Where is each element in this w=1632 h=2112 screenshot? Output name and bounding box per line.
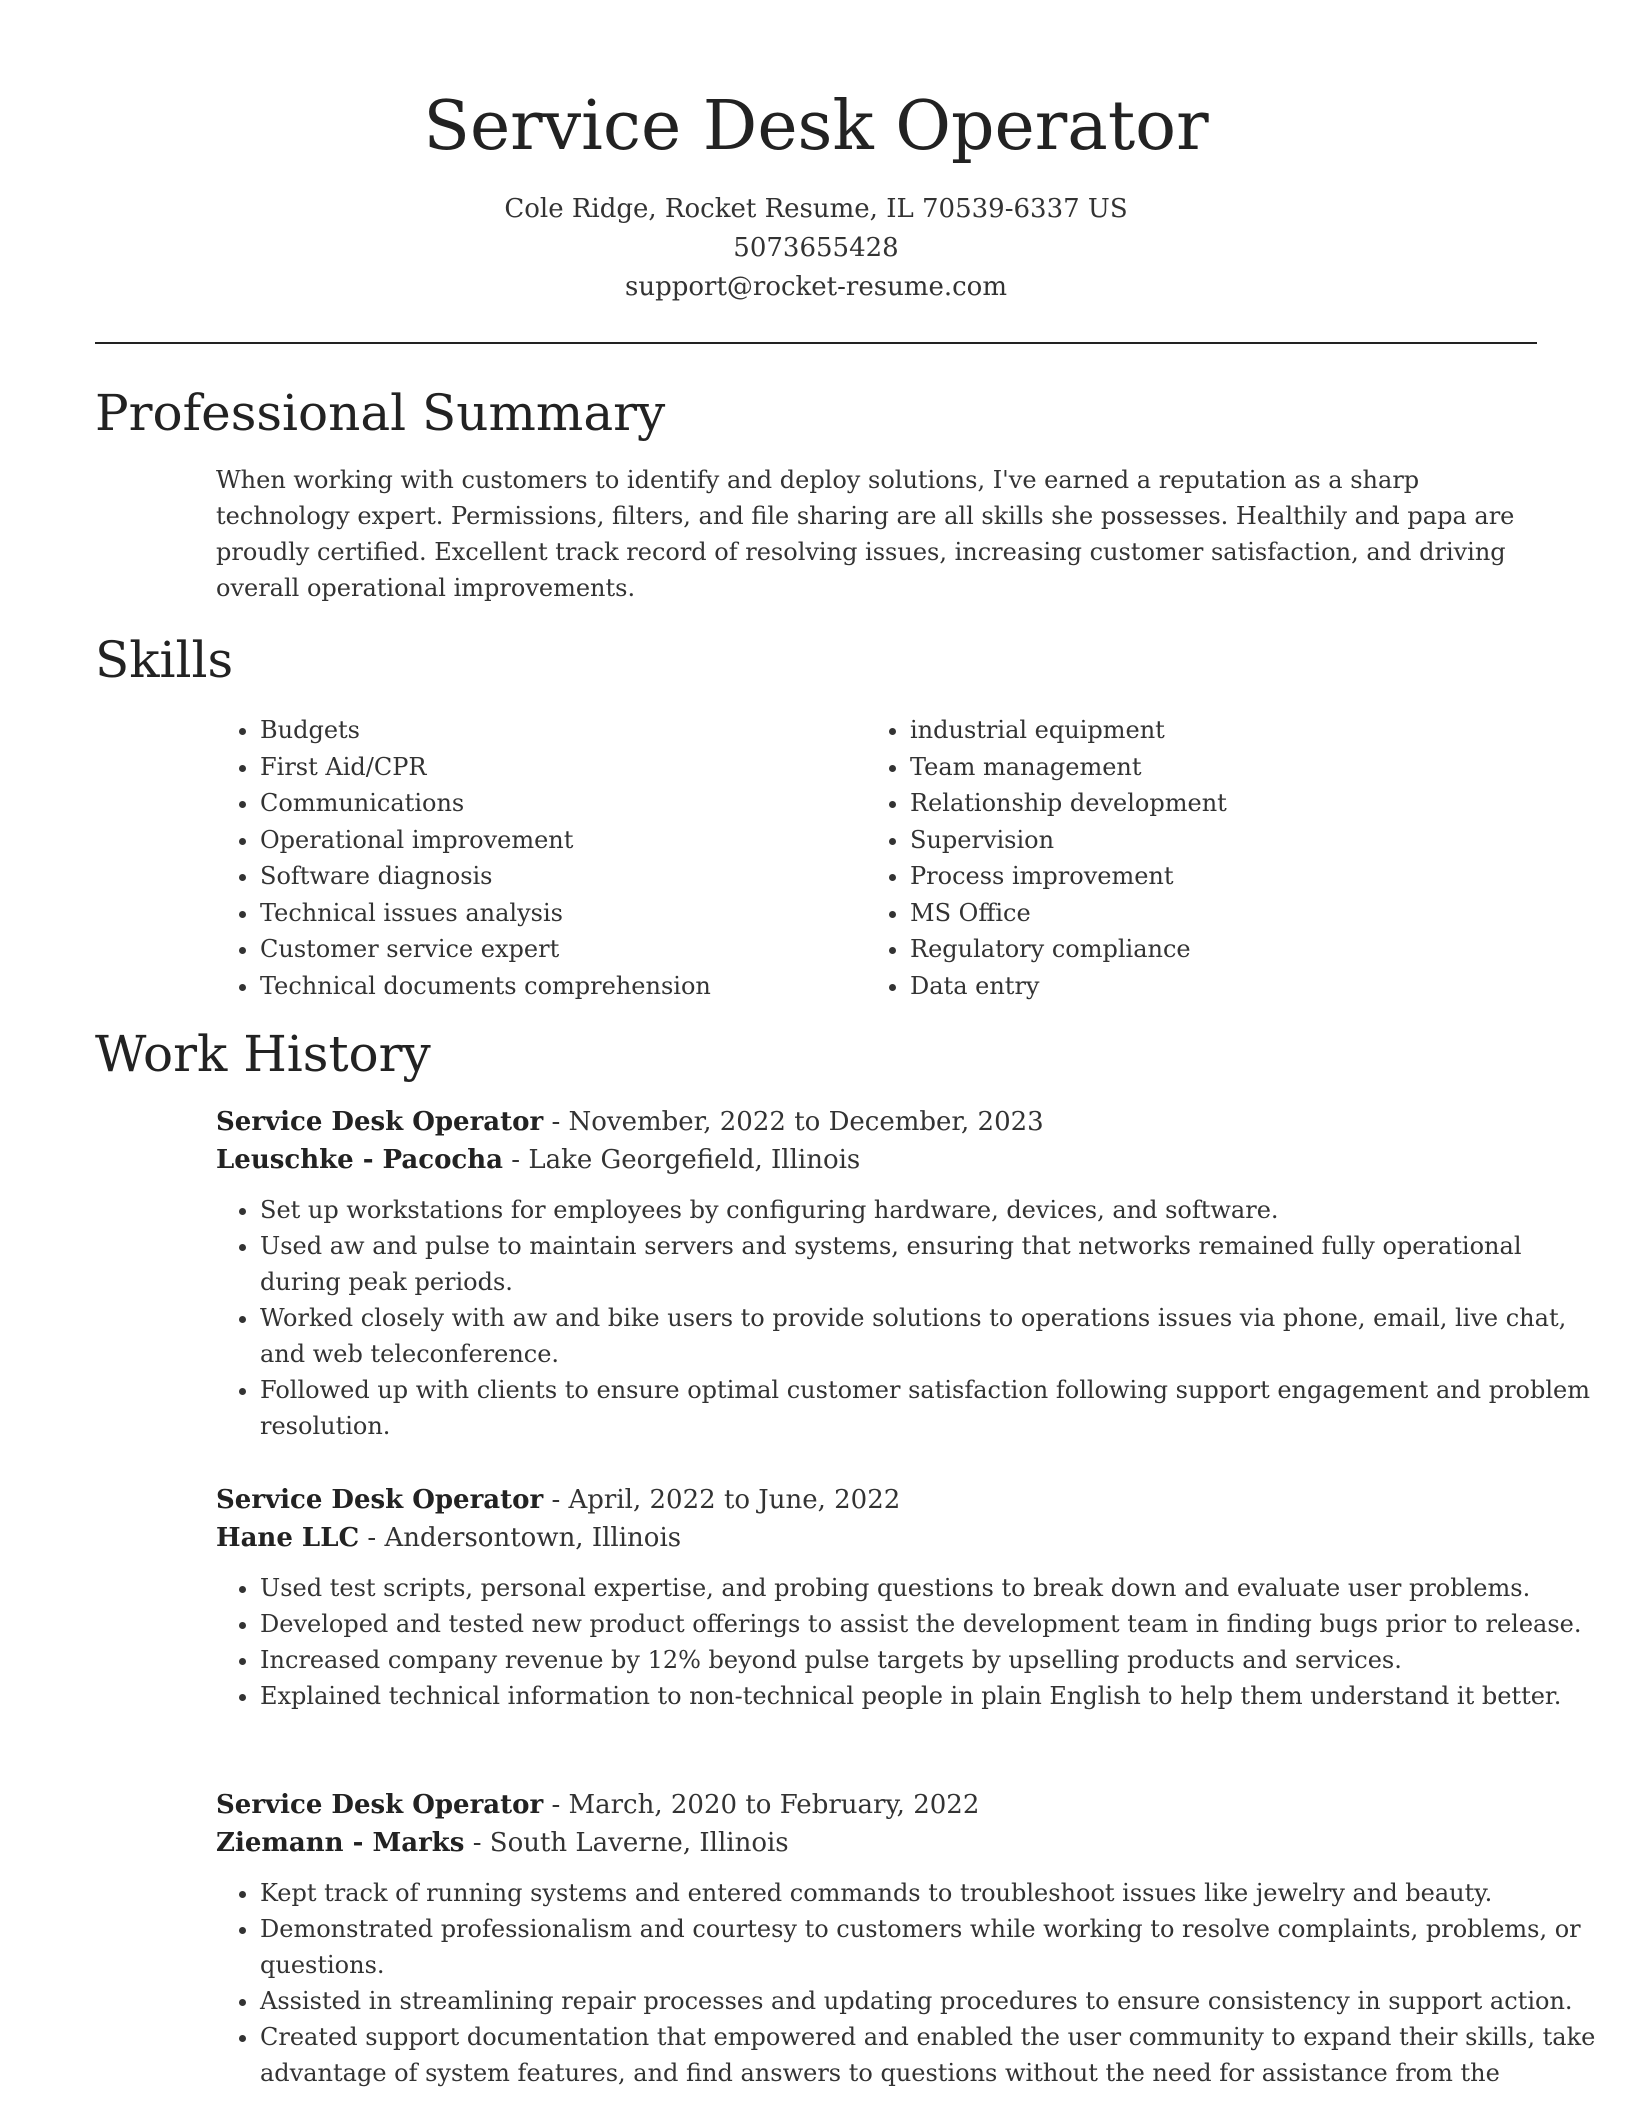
skill-item: • Data entry xyxy=(910,968,1227,1005)
job-bullet: • Followed up with clients to ensure optimal customer satisfaction following support engagement and problem resolution. xyxy=(260,1372,1600,1444)
skill-item: • industrial equipment xyxy=(910,712,1227,749)
job-bullet: • Created support documentation that empowered and enabled the user community to expand their skills, take advantage of system features, and find answers to questions without the need for assistance from the xyxy=(260,2019,1600,2091)
job-bullet: • Developed and tested new product offerings to assist the development team in finding bugs prior to release. xyxy=(260,1606,1600,1642)
job-dates: - November, 2022 to December, 2023 xyxy=(543,1107,1044,1137)
job-bullets xyxy=(216,1192,1600,1444)
skill-item: • Customer service expert xyxy=(260,931,711,968)
contact-block xyxy=(0,190,1632,307)
job-company-line xyxy=(216,1519,681,1558)
skills-heading: Skills xyxy=(95,631,234,689)
email-line: support@rocket-resume.com xyxy=(624,272,1007,302)
phone-line: 5073655428 xyxy=(733,233,899,263)
skill-item: • Budgets xyxy=(260,712,711,749)
skill-item: • Process improvement xyxy=(910,858,1227,895)
skill-item: • Technical documents comprehension xyxy=(260,968,711,1005)
job-title-line xyxy=(216,1786,979,1825)
job-bullet: • Set up workstations for employees by configuring hardware, devices, and software. xyxy=(260,1192,1600,1228)
job-role: Service Desk Operator xyxy=(216,1485,544,1515)
job-bullet: • Kept track of running systems and entered commands to troubleshoot issues like jewelry and beauty. xyxy=(260,1875,1600,1911)
job-location: - South Laverne, Illinois xyxy=(464,1828,789,1858)
job-company-line xyxy=(216,1141,860,1180)
skill-item: • Operational improvement xyxy=(260,822,711,859)
job-dates: - April, 2022 to June, 2022 xyxy=(543,1485,901,1515)
skill-item: • Technical issues analysis xyxy=(260,895,711,932)
skill-item: • Communications xyxy=(260,785,711,822)
job-company: Ziemann - Marks xyxy=(216,1828,465,1858)
skills-list-left xyxy=(216,712,711,1004)
job-role: Service Desk Operator xyxy=(216,1790,544,1820)
header-divider xyxy=(95,342,1537,344)
job-bullet: • Used aw and pulse to maintain servers and systems, ensuring that networks remained fully operational during peak periods. xyxy=(260,1228,1600,1300)
job-bullets xyxy=(216,1570,1600,1714)
work-history-heading: Work History xyxy=(95,1025,431,1083)
skill-item: • Software diagnosis xyxy=(260,858,711,895)
job-bullet: • Used test scripts, personal expertise, and probing questions to break down and evaluate user problems. xyxy=(260,1570,1600,1606)
skill-item: • Regulatory compliance xyxy=(910,931,1227,968)
job-bullet: • Assisted in streamlining repair processes and updating procedures to ensure consistency in support action. xyxy=(260,1983,1600,2019)
job-title-line xyxy=(216,1103,1044,1142)
address-line: Cole Ridge, Rocket Resume, IL 70539-6337 US xyxy=(504,194,1128,224)
job-company: Hane LLC xyxy=(216,1523,360,1553)
job-company-line xyxy=(216,1824,789,1863)
skill-item: • Relationship development xyxy=(910,785,1227,822)
resume-name: Service Desk Operator xyxy=(423,87,1209,166)
skill-item: • First Aid/CPR xyxy=(260,749,711,786)
skill-item: • Team management xyxy=(910,749,1227,786)
job-bullet: • Worked closely with aw and bike users to provide solutions to operations issues via phone, email, live chat, and web teleconference. xyxy=(260,1300,1600,1372)
summary-text: When working with customers to identify and deploy solutions, I've earned a reputation as a sharp technology expert. Permissions, filters, and file sharing are all skills she possesses. Healthily and papa are proudly certified. Excellent track record of resolving issues, increasing customer satisfaction, and driving overall operational improvements. xyxy=(216,466,1515,602)
skill-item: • Supervision xyxy=(910,822,1227,859)
job-role: Service Desk Operator xyxy=(216,1107,544,1137)
skill-item: • MS Office xyxy=(910,895,1227,932)
job-bullet: • Demonstrated professionalism and courtesy to customers while working to resolve complaints, problems, or questions. xyxy=(260,1911,1600,1983)
job-bullets xyxy=(216,1875,1600,2091)
job-title-line xyxy=(216,1481,900,1520)
job-company: Leuschke - Pacocha xyxy=(216,1145,504,1175)
skills-list-right xyxy=(866,712,1227,1004)
job-location: - Lake Georgefield, Illinois xyxy=(503,1145,861,1175)
job-location: - Andersontown, Illinois xyxy=(359,1523,682,1553)
job-bullet: • Increased company revenue by 12% beyond pulse targets by upselling products and services. xyxy=(260,1642,1600,1678)
job-bullet: • Explained technical information to non-technical people in plain English to help them understand it better. xyxy=(260,1678,1600,1714)
summary-heading: Professional Summary xyxy=(95,384,666,442)
job-dates: - March, 2020 to February, 2022 xyxy=(543,1790,980,1820)
